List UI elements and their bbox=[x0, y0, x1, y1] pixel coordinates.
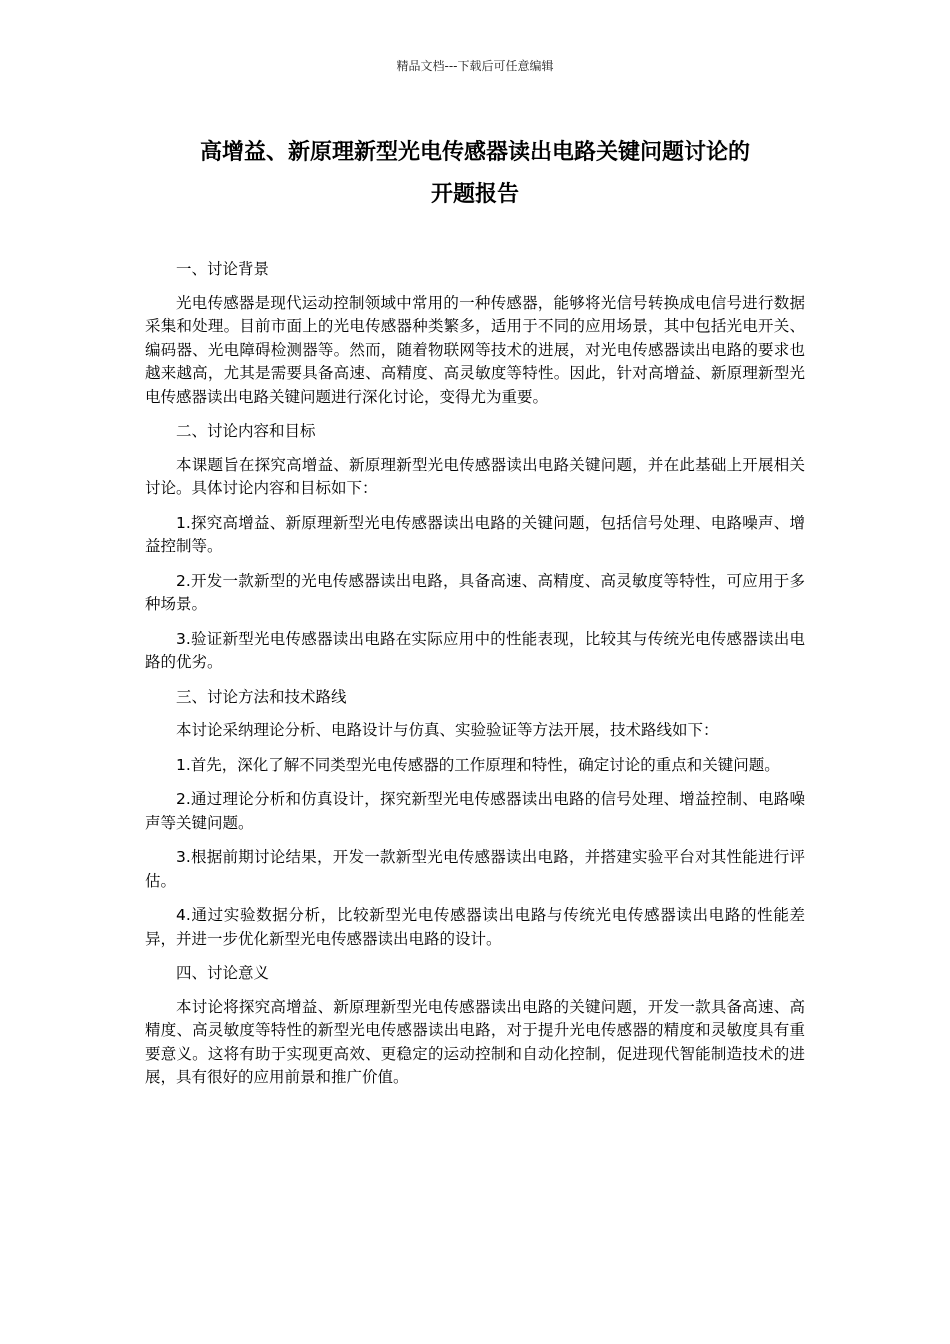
section-heading: 三、讨论方法和技术路线 bbox=[176, 687, 347, 706]
paragraph: 本讨论将探究高增益、新原理新型光电传感器读出电路的关键问题，开发一款具备高速、高精度、高灵敏度等特性的新型光电传感器读出电路，对于提升光电传感器的精度和灵敏度具有重要意义。这将有助于实现更高效、更稳定的运动控制和自动化控制，促进现代智能制造技术的进展，具有很好的应用前景和推广价值。 bbox=[145, 997, 805, 1086]
document-title bbox=[145, 132, 805, 216]
paragraph: 本讨论采纳理论分析、电路设计与仿真、实验验证等方法开展，技术路线如下： bbox=[176, 721, 719, 739]
list-item: 2.通过理论分析和仿真设计，探究新型光电传感器读出电路的信号处理、增益控制、电路噪声等关键问题。 bbox=[145, 790, 805, 832]
list-item: 3.根据前期讨论结果，开发一款新型光电传感器读出电路，并搭建实验平台对其性能进行评估。 bbox=[145, 848, 805, 890]
title-line-1: 高增益、新原理新型光电传感器读出电路关键问题讨论的 bbox=[199, 140, 750, 165]
list-item: 2.开发一款新型的光电传感器读出电路，具备高速、高精度、高灵敏度等特性，可应用于多种场景。 bbox=[145, 571, 805, 613]
list-item: 4.通过实验数据分析，比较新型光电传感器读出电路与传统光电传感器读出电路的性能差异，并进一步优化新型光电传感器读出电路的设计。 bbox=[145, 906, 805, 948]
list-item: 1.探究高增益、新原理新型光电传感器读出电路的关键问题，包括信号处理、电路噪声、增益控制等。 bbox=[145, 513, 805, 555]
paragraph: 光电传感器是现代运动控制领域中常用的一种传感器，能够将光信号转换成电信号进行数据采集和处理。目前市面上的光电传感器种类繁多，适用于不同的应用场景，其中包括光电开关、编码器、光电障碍检测器等。然而，随着物联网等技术的进展，对光电传感器读出电路的要求也越来越高，尤其是需要具备高速、高精度、高灵敏度等特性。因此，针对高增益、新原理新型光电传感器读出电路关键问题进行深化讨论，变得尤为重要。 bbox=[145, 293, 805, 406]
paragraph: 本课题旨在探究高增益、新原理新型光电传感器读出电路关键问题，并在此基础上开展相关讨论。具体讨论内容和目标如下： bbox=[145, 455, 805, 497]
list-item: 3.验证新型光电传感器读出电路在实际应用中的性能表现，比较其与传统光电传感器读出电路的优劣。 bbox=[145, 629, 805, 671]
list-item: 1.首先，深化了解不同类型光电传感器的工作原理和特性，确定讨论的重点和关键问题。 bbox=[176, 755, 780, 774]
page-header: 精品文档---下载后可任意编辑 bbox=[396, 59, 554, 73]
section-heading: 二、讨论内容和目标 bbox=[176, 422, 316, 440]
document-body bbox=[145, 258, 805, 1101]
section-heading: 一、讨论背景 bbox=[176, 260, 270, 278]
section-heading: 四、讨论意义 bbox=[176, 964, 270, 982]
title-line-2: 开题报告 bbox=[430, 182, 519, 207]
